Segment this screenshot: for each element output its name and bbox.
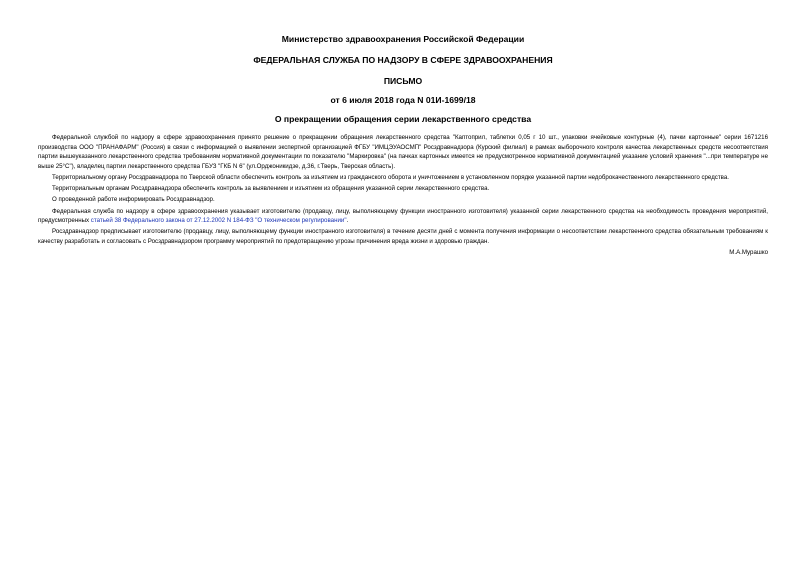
- document-subject: О прекращении обращения серии лекарственного средства: [274, 114, 532, 124]
- document-date-number: от 6 июля 2018 года N 01И-1699/18: [330, 95, 476, 105]
- paragraph-territorial-control: Территориальным органам Росздравнадзора обеспечить контроль за выявлением и изъятием из обращения указанной серии лекарственного средства.: [52, 185, 490, 193]
- document-body: [38, 133, 768, 259]
- paragraph-text: Федеральная служба по надзору в сфере здравоохранения указывает изготовителю (продавцу, лицу, выполняющему функции иностранного изготовителя) указанной серии лекарственного средства на необходимость проведения мероприятий, предусмотренных: [38, 207, 768, 225]
- paragraph-decision: Федеральной службой по надзору в сфере здравоохранения принято решение о прекращении обращения лекарственного средства "Каптоприл, таблетки 0,05 г 10 шт., упаковки ячейковые контурные (4), пачки картонные" серии 1671216 производства ООО "ПРАНАФАРМ" (Россия) в связи с информацией о выявлении экспертной организацией ФГБУ "ИМЦЭУАОСМП" Росздравнадзора (Курский филиал) в рамках выборочного контроля качества лекарственных средств несоответствия партии вышеуказанного лекарственного средства требованиям нормативной документации по показателю "Маркировка" (на пачках картонных имеется не предусмотренное нормативной документацией указание условий хранения "...при температуре не выше 25°C"), владелец партии лекарственного средства ГБУЗ "ГКБ N 6" (ул.Орджоникидзе, д.36, г.Тверь, Тверская область).: [38, 134, 768, 170]
- paragraph-tver-control: Территориальному органу Росздравнадзора по Тверской области обеспечить контроль за изъятием из гражданского оборота и уничтожением в установленном порядке указанной партии недоброкачественного лекарственного средства.: [52, 173, 729, 181]
- paragraph-prescription: Росздравнадзор предписывает изготовителю (продавцу, лицу, выполняющему функции иностранного изготовителя) в течение десяти дней с момента получения информации о несоответствии лекарственного средства обязательным требованиям к качеству разработать и согласовать с Росздравнадзором программу мероприятий по предотвращению угрозы причинения вреда жизни и здоровью граждан.: [38, 228, 768, 245]
- paragraph-text-end: .: [346, 217, 349, 225]
- signature: М.А.Мурашко: [729, 249, 768, 257]
- service-title: ФЕДЕРАЛЬНАЯ СЛУЖБА ПО НАДЗОРУ В СФЕРЕ ЗДРАВООХРАНЕНИЯ: [253, 55, 553, 65]
- document-type: ПИСЬМО: [383, 76, 423, 86]
- paragraph-manufacturer-measures: [38, 207, 768, 226]
- paragraph-inform: О проведенной работе информировать Росздравнадзор.: [52, 196, 215, 204]
- law-link[interactable]: статьей 38 Федерального закона от 27.12.2002 N 184-ФЗ "О техническом регулировании": [90, 217, 347, 225]
- ministry-title: Министерство здравоохранения Российской Федерации: [281, 34, 525, 44]
